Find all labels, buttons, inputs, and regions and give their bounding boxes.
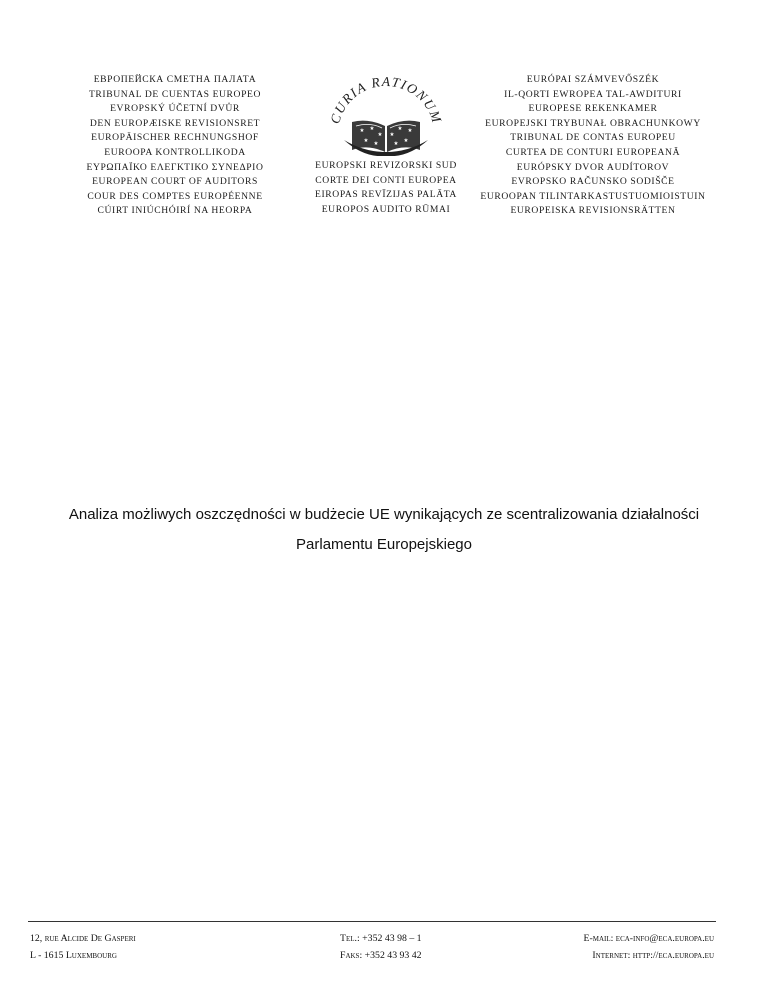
left_lines-line: DEN EUROPÆISKE REVISIONSRET xyxy=(89,117,261,129)
document-title xyxy=(0,500,768,560)
document-title-line-1: Analiza możliwych oszczędności w budżecie UE wynikających ze scentralizowania działalności xyxy=(68,506,700,523)
right_lines-line: CURTEA DE CONTURI EUROPEANĂ xyxy=(505,146,681,158)
left_lines-line: ΕΥΡΩΠΑΪΚΟ ΕΛΕΓΚΤΙΚΟ ΣΥΝΕΔΡΙΟ xyxy=(86,161,264,173)
left_lines-line: TRIBUNAL DE CUENTAS EUROPEO xyxy=(88,88,262,100)
center_lines-line: CORTE DEI CONTI EUROPEA xyxy=(315,174,457,186)
left_lines-line: EUROOPA KONTROLLIKODA xyxy=(104,146,246,158)
svg-text:★: ★ xyxy=(369,126,375,132)
svg-text:★: ★ xyxy=(407,128,413,134)
right_lines-line: EURÓPAI SZÁMVEVŐSZÉK xyxy=(526,74,660,85)
right_lines-line: EUROOPAN TILINTARKASTUSTUOMIOISTUIN xyxy=(480,190,706,202)
right_lines-line: EUROPEISKA REVISIONSRÄTTEN xyxy=(510,205,676,217)
footer-address-street: 12, rue Alcide De Gasperi xyxy=(30,933,136,944)
header-languages-right xyxy=(458,73,728,219)
svg-text:★: ★ xyxy=(389,132,395,138)
footer-address xyxy=(30,930,136,964)
right_lines-line: EUROPESE REKENKAMER xyxy=(528,103,658,115)
logo-motto: CURIA RATIONUM xyxy=(327,73,445,126)
header-languages-center xyxy=(288,159,484,217)
svg-text:★: ★ xyxy=(377,132,383,138)
document-title-line-2: Parlamentu Europejskiego xyxy=(296,536,472,553)
footer-fax: Faks: +352 43 93 42 xyxy=(340,950,422,961)
left_lines-line: ЕВРОПЕЙСКА СМЕТНА ПАЛАТА xyxy=(93,74,257,85)
left_lines-line: EUROPÄISCHER RECHNUNGSHOF xyxy=(91,132,259,144)
svg-text:★: ★ xyxy=(373,141,379,147)
center_lines-line: EUROPSKI REVIZORSKI SUD xyxy=(315,160,457,171)
left_lines-line: EVROPSKÝ ÚČETNÍ DVŮR xyxy=(110,103,240,115)
svg-text:★: ★ xyxy=(359,128,365,134)
left_lines-line: EUROPEAN COURT OF AUDITORS xyxy=(92,176,258,188)
header-languages-left xyxy=(40,73,310,219)
footer-divider xyxy=(28,921,716,922)
footer-tel: Tel.: +352 43 98 – 1 xyxy=(340,933,422,944)
open-book-icon xyxy=(344,121,428,156)
footer-email-link[interactable]: E-mail: eca-info@eca.europa.eu xyxy=(583,933,714,944)
right_lines-line: IL-QORTI EWROPEA TAL-AWDITURI xyxy=(504,88,682,100)
right_lines-line: EUROPEJSKI TRYBUNAŁ OBRACHUNKOWY xyxy=(485,117,701,129)
svg-text:★: ★ xyxy=(397,126,403,132)
right_lines-line: TRIBUNAL DE CONTAS EUROPEU xyxy=(510,132,676,144)
left_lines-line: COUR DES COMPTES EUROPÉENNE xyxy=(87,190,263,202)
center_lines-line: EUROPOS AUDITO RŪMAI xyxy=(321,203,451,215)
left_lines-line: CÚIRT INIÚCHÓIRÍ NA HEORPA xyxy=(97,205,253,217)
right_lines-line: EVROPSKO RAČUNSKO SODIŠČE xyxy=(511,176,675,188)
footer-phone xyxy=(340,930,422,964)
footer-contact xyxy=(583,930,714,964)
center_lines-line: EIROPAS REVĪZIJAS PALĀTA xyxy=(315,189,457,201)
eca-logo-emblem xyxy=(316,70,456,156)
svg-text:★: ★ xyxy=(363,138,369,144)
footer-website-link[interactable]: Internet: http://eca.europa.eu xyxy=(592,950,714,961)
svg-text:★: ★ xyxy=(393,141,399,147)
right_lines-line: EURÓPSKY DVOR AUDÍTOROV xyxy=(516,161,670,173)
svg-text:★: ★ xyxy=(403,138,409,144)
footer-address-city: L - 1615 Luxembourg xyxy=(30,950,117,961)
